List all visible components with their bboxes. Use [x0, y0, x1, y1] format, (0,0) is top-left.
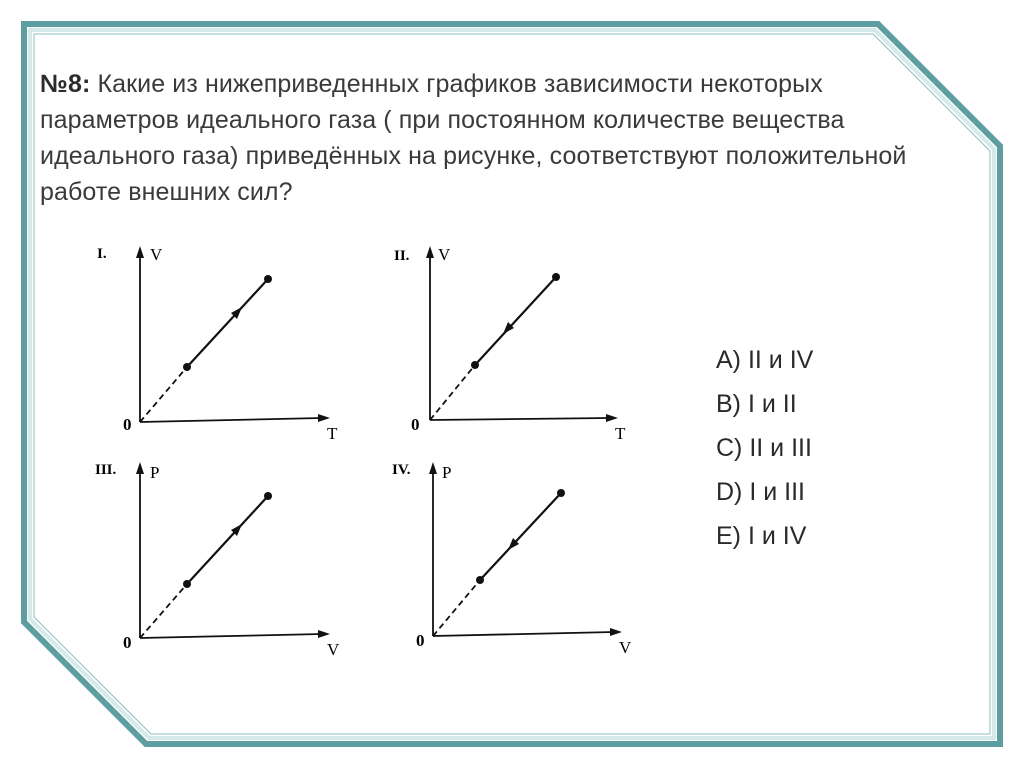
graph-1-dashed-line — [140, 367, 187, 422]
graph-2-x-label: T — [615, 424, 626, 443]
graph-2-start-point — [471, 361, 479, 369]
answer-option-a[interactable] — [716, 338, 813, 382]
graph-1-y-label: V — [150, 245, 163, 264]
graph-3-x-arrow — [318, 630, 330, 638]
answer-text: I и III — [749, 478, 805, 506]
graph-2-origin: 0 — [411, 415, 420, 434]
graph-2-x-arrow — [606, 414, 618, 422]
graph-4 — [378, 458, 638, 673]
graph-4-y-label: P — [442, 463, 452, 482]
graph-1-end-point — [264, 275, 272, 283]
graph-4-y-arrow — [429, 462, 437, 474]
graph-1-start-point — [183, 363, 191, 371]
graph-3-y-label: P — [150, 463, 160, 482]
answer-letter: C) — [716, 434, 743, 462]
graph-2-x-axis — [430, 418, 610, 420]
graph-1-roman: I. — [97, 246, 107, 262]
answer-options — [716, 338, 813, 558]
graph-4-x-arrow — [610, 628, 622, 636]
answer-letter: B) — [716, 390, 741, 418]
graph-1-y-arrow — [136, 246, 144, 258]
answer-text: I и II — [747, 390, 797, 418]
graph-2-svg — [378, 240, 638, 450]
graph-1 — [90, 240, 350, 455]
graph-3-x-label: V — [327, 640, 340, 659]
graph-4-dashed-line — [433, 580, 480, 636]
graph-3-y-arrow — [136, 462, 144, 474]
graph-4-process-line — [480, 493, 561, 580]
graph-1-x-axis — [140, 418, 322, 422]
graph-3-process-line — [187, 496, 268, 584]
answer-text: II и III — [749, 434, 812, 462]
question-text-block — [40, 66, 960, 210]
graph-3-x-axis — [140, 634, 322, 638]
question-body: Какие из нижеприведенных графиков зависимости некоторых параметров идеального газа ( при постоянном количестве вещества идеального газа) приведённых на рисунке, соответствуют положительной работе внешних сил? — [40, 70, 907, 206]
graph-3-origin: 0 — [123, 633, 132, 652]
graph-1-x-label: T — [327, 424, 338, 443]
answer-option-c[interactable] — [716, 426, 813, 470]
graph-1-process-line — [187, 279, 268, 367]
answer-option-d[interactable] — [716, 470, 813, 514]
question-number: №8: — [40, 70, 91, 98]
graph-1-x-arrow — [318, 414, 330, 422]
answer-letter: D) — [716, 478, 743, 506]
graph-3-dashed-line — [140, 584, 187, 638]
answer-letter: E) — [716, 522, 741, 550]
graph-4-x-axis — [433, 632, 614, 636]
answer-option-b[interactable] — [716, 382, 813, 426]
answer-text: I и IV — [747, 522, 807, 550]
graph-2-y-arrow — [426, 246, 434, 258]
graph-2-roman: II. — [394, 248, 410, 264]
graph-3-svg — [90, 458, 350, 668]
answer-letter: A) — [716, 346, 741, 374]
graph-3-roman: III. — [95, 462, 117, 478]
graph-2-end-point — [552, 273, 560, 281]
answer-text: II и IV — [747, 346, 814, 374]
graph-2-dashed-line — [430, 365, 475, 420]
answer-option-e[interactable] — [716, 514, 813, 558]
graph-4-start-point — [476, 576, 484, 584]
graph-1-origin: 0 — [123, 415, 132, 434]
graph-4-origin: 0 — [416, 631, 425, 650]
graph-1-svg — [90, 240, 350, 450]
graph-4-x-label: V — [619, 638, 632, 657]
graph-4-end-point — [557, 489, 565, 497]
graph-4-svg — [378, 458, 638, 668]
graph-3 — [90, 458, 350, 673]
graph-4-roman: IV. — [392, 462, 411, 478]
graph-3-start-point — [183, 580, 191, 588]
graph-3-end-point — [264, 492, 272, 500]
graph-2 — [378, 240, 638, 455]
graph-2-process-line — [475, 277, 556, 365]
graph-2-y-label: V — [438, 245, 451, 264]
